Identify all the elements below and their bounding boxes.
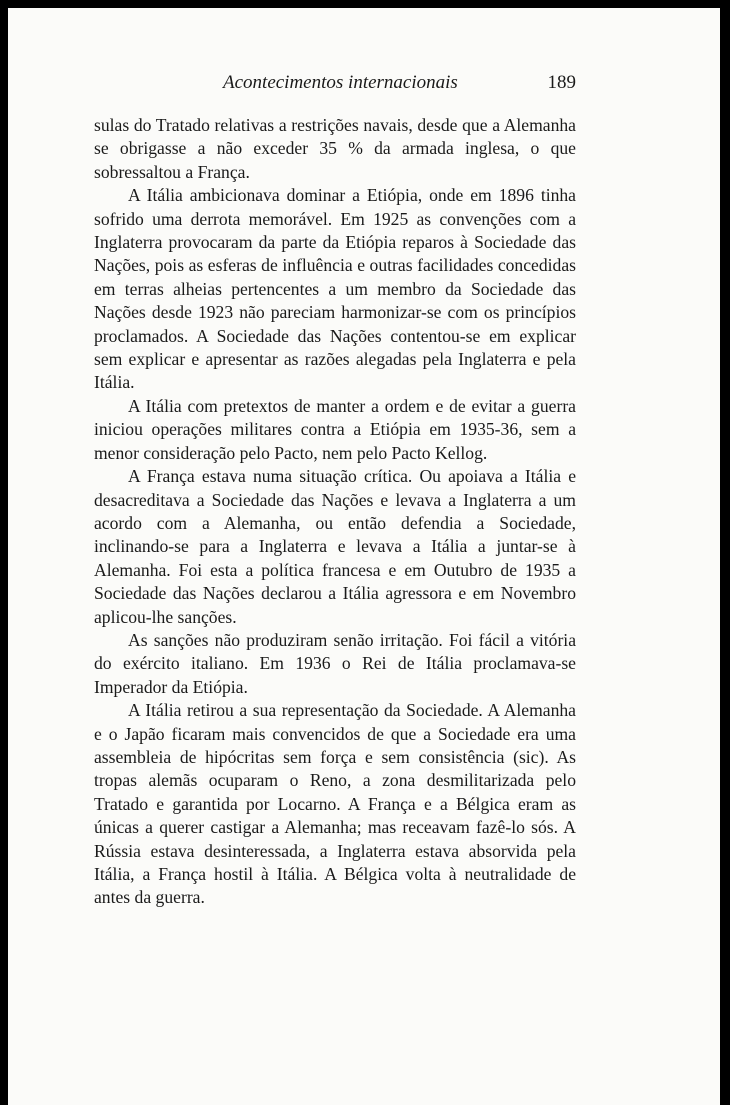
book-page (8, 8, 720, 1105)
page-header (90, 72, 576, 102)
paragraph: A Itália com pretextos de manter a ordem e de evitar a guerra iniciou operações militares contra a Etiópia em 1935-36, sem a menor consideração pelo Pacto, nem pelo Pacto Kellog. (94, 395, 576, 463)
paragraph: A França estava numa situação crítica. Ou apoiava a Itália e desacreditava a Sociedade das Nações e levava a Inglaterra a um acordo com a Alemanha, ou então defendia a Sociedade, inclinando-se para a Inglaterra e levava a Itália a juntar-se à Alemanha. Foi esta a política francesa e em Outubro de 1935 a Sociedade das Nações declarou a Itália agressora e em Novembro aplicou-lhe sanções. (94, 466, 576, 627)
paragraph: A Itália ambicionava dominar a Etiópia, onde em 1896 tinha sofrido uma derrota memorável. Em 1925 as convenções com a Inglaterra provocaram da parte da Etiópia reparos à Sociedade das Nações, pois as esferas de influência e outras facilidades concedidas em terras alheias pertencentes a um membro da Sociedade das Nações desde 1923 não pareciam harmonizar-se com os princípios proclamados. A Sociedade das Nações contentou-se em explicar sem explicar e apresentar as razões alegadas pela Inglaterra e pela Itália. (94, 185, 576, 393)
paragraph-continuation: sulas do Tratado relativas a restrições navais, desde que a Alemanha se obrigasse a não exceder 35 % da armada inglesa, o que sobressaltou a França. (94, 115, 576, 182)
running-title: Acontecimentos internacionais (223, 72, 458, 93)
paragraph: As sanções não produziram senão irritação. Foi fácil a vitória do exército italiano. Em 1936 o Rei de Itália proclamava-se Imperador da Etiópia. (94, 629, 576, 697)
page-number: 189 (547, 72, 576, 93)
paragraph: A Itália retirou a sua representação da Sociedade. A Alemanha e o Japão ficaram mais convencidos de que a Sociedade era uma assembleia de hipócritas sem força e sem consistência (sic). As tropas alemãs ocuparam o Reno, a zona desmilitarizada pelo Tratado e garantida por Locarno. A França e a Bélgica eram as únicas a querer castigar a Alemanha; mas receavam fazê-lo sós. A Rússia estava desinteressada, a Inglaterra estava absorvida pela Itália, a França hostil à Itália. A Bélgica volta à neutralidade de antes da guerra. (94, 700, 576, 908)
body-text (94, 114, 576, 910)
